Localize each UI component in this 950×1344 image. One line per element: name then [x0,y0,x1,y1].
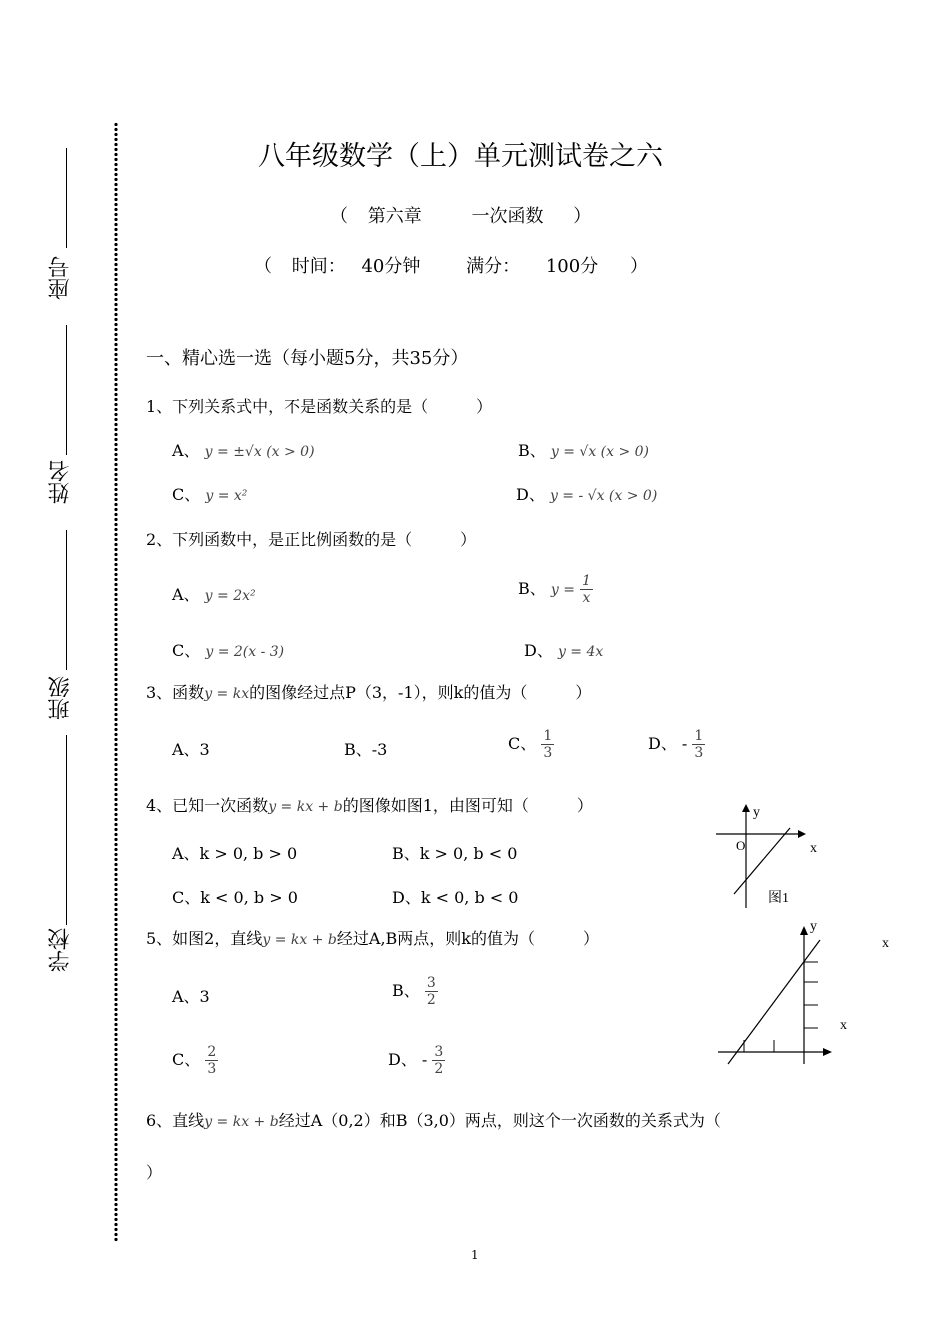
q3-option-a: A、3 [172,740,210,759]
fig2-y-arrow [800,926,808,935]
fig1-y-arrow [742,804,750,812]
q5-option-a: A、3 [172,987,210,1006]
section-heading: 一、精心选一选（每小题5分，共35分） [146,348,469,369]
fig2-x-label-extra: x [882,936,889,951]
q4-option-d: D、k < 0, b < 0 [392,888,519,907]
q6-stem: 6、直线y = kx + b经过A（0,2）和B（3,0）两点，则这个一次函数的关系式为（ [146,1111,721,1130]
score-value: 100分 [545,256,599,277]
q1-option-c: C、 y = x² [172,485,248,504]
q3-stem: 3、函数y = kx的图像经过点P（3，-1），则k的值为（ ） [146,683,592,702]
time-open: （ [254,256,272,277]
q5-option-d: D、 - $\frac{3}{2}$ [388,1044,444,1077]
q5-c-fraction: $\frac{2}{3}$ [207,1044,217,1077]
q5-stem: 5、如图2，直线y = kx + b经过A,B两点，则k的值为（ ） [146,929,599,948]
fig1-x-arrow [798,830,806,838]
q2-b-fraction: $\frac{1}{x}$ [582,573,591,606]
time-value: 40分钟 [361,256,421,277]
q2-option-d: D、 y = 4x [524,641,604,660]
q3-option-c: C、 $\frac{1}{3}$ [508,728,553,761]
q4-option-b: B、k > 0, b < 0 [392,844,518,863]
class-label: 班级 [48,676,73,720]
score-label: 满分： [466,256,521,277]
school-label: 学校 [48,928,73,972]
page-title: 八年级数学（上）单元测试卷之六 [258,141,663,172]
fig1-caption: 图1 [768,891,789,906]
q3-option-d: D、 - $\frac{1}{3}$ [648,728,704,761]
seat-underline [66,148,67,248]
q4-option-a: A、k > 0, b > 0 [172,844,298,863]
page-number: 1 [471,1248,479,1262]
chapter-open: （ [330,206,348,227]
fig1-y-label: y [753,805,760,820]
q2-stem: 2、下列函数中，是正比例函数的是（ ） [146,530,477,549]
name-label: 姓名 [48,460,73,504]
q1-option-a: A、 y = ±√x (x > 0) [172,441,315,460]
name-underline-top [66,325,67,455]
q4-stem: 4、已知一次函数y = kx + b的图像如图1，由图可知（ ） [146,796,593,815]
binding-dotted-line [114,122,118,1242]
q2-option-b: B、 y = $\frac{1}{x}$ [518,573,591,606]
figure-2 [710,912,900,1072]
fig1-x-label: x [810,841,817,856]
fig2-x-label: x [840,1018,847,1033]
q5-d-fraction: $\frac{3}{2}$ [434,1044,444,1077]
q5-b-fraction: $\frac{3}{2}$ [426,975,436,1008]
q1-option-b: B、 y = √x (x > 0) [518,441,650,460]
time-score-line [254,252,648,278]
q5-option-b: B、 $\frac{3}{2}$ [392,975,436,1008]
q2-option-c: C、 y = 2(x - 3) [172,641,285,660]
time-label: 时间： [291,256,346,277]
class-underline [66,530,67,670]
q6-stem-close: ） [146,1163,163,1182]
chapter-line [330,202,591,228]
q1-stem: 1、下列关系式中，不是函数关系的是（ ） [146,397,493,416]
q3-c-fraction: $\frac{1}{3}$ [543,728,553,761]
q1-option-d: D、 y = - √x (x > 0) [516,485,658,504]
figure-1 [710,798,840,910]
chapter-name: 第六章 [367,206,422,227]
school-underline [66,735,67,925]
fig2-x-arrow [823,1048,832,1056]
chapter-close: ） [573,206,592,227]
time-close: ） [629,256,648,277]
q3-option-b: B、-3 [344,740,388,759]
seat-label: 座号 [48,256,73,300]
fig2-y-label: y [810,919,817,934]
q3-d-fraction: $\frac{1}{3}$ [694,728,704,761]
q4-option-c: C、k < 0, b > 0 [172,888,298,907]
q2-option-a: A、 y = 2x² [172,585,256,604]
fig1-origin-label: O [736,838,746,853]
chapter-topic: 一次函数 [471,206,544,227]
q5-option-c: C、 $\frac{2}{3}$ [172,1044,217,1077]
